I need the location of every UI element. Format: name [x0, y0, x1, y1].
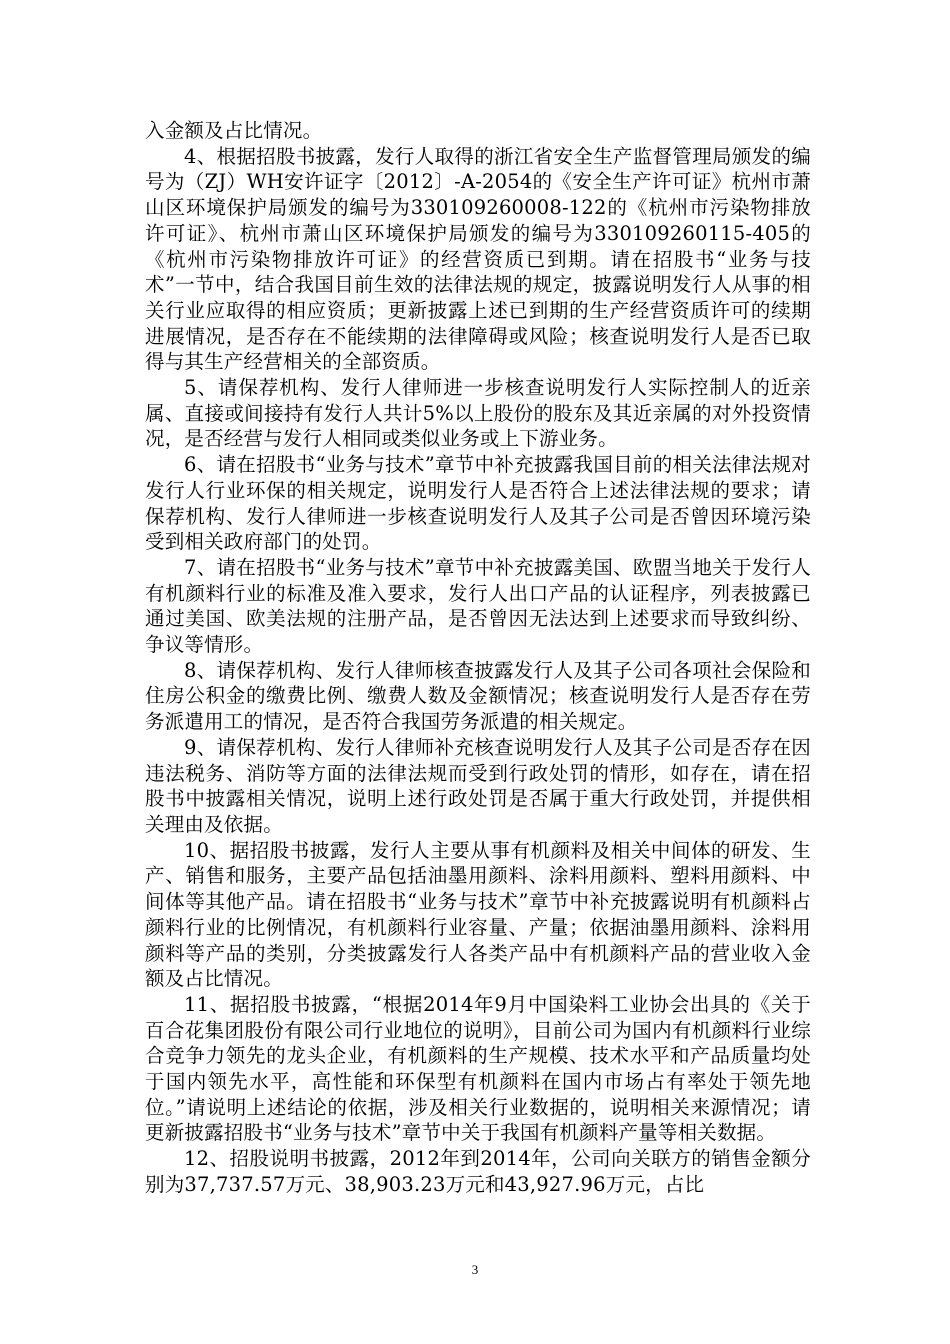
paragraph-item-7: 7、请在招股书“业务与技术”章节中补充披露美国、欧盟当地关于发行人有机颜料行业的标准及准入要求，发行人出口产品的认证程序，列表披露已通过美国、欧美法规的注册产品，是否曾因无法达到上述要求而导致纠纷、争议等情形。	[145, 555, 811, 657]
paragraph-item-10: 10、据招股书披露，发行人主要从事有机颜料及相关中间体的研发、生产、销售和服务，主要产品包括油墨用颜料、涂料用颜料、塑料用颜料、中间体等其他产品。请在招股书“业务与技术”章节中补充披露说明有机颜料占颜料行业的比例情况，有机颜料行业容量、产量；依据油墨用颜料、涂料用颜料等产品的类别，分类披露发行人各类产品中有机颜料产品的营业收入金额及占比情况。	[145, 838, 811, 991]
page-number: 3	[471, 1262, 479, 1277]
paragraph-item-6: 6、请在招股书“业务与技术”章节中补充披露我国目前的相关法律法规对发行人行业环保的相关规定，说明发行人是否符合上述法律法规的要求；请保荐机构、发行人律师进一步核查说明发行人及其子公司是否曾因环境污染受到相关政府部门的处罚。	[145, 453, 811, 554]
paragraph-item-5: 5、请保荐机构、发行人律师进一步核查说明发行人实际控制人的近亲属、直接或间接持有发行人共计5%以上股份的股东及其近亲属的对外投资情况，是否经营与发行人相同或类似业务或上下游业务。	[145, 376, 811, 451]
paragraph-item-9: 9、请保荐机构、发行人律师补充核查说明发行人及其子公司是否存在因违法税务、消防等方面的法律法规而受到行政处罚的情形，如存在，请在招股书中披露相关情况，说明上述行政处罚是否属于重大行政处罚，并提供相关理由及依据。	[145, 735, 811, 836]
paragraph-item-11: 11、据招股书披露，“根据2014年9月中国染料工业协会出具的《关于百合花集团股份有限公司行业地位的说明》，目前公司为国内有机颜料行业综合竞争力领先的龙头企业，有机颜料的生产规模、技术水平和产品质量均处于国内领先水平，高性能和环保型有机颜料在国内市场占有率处于领先地位。”请说明上述结论的依据，涉及相关行业数据的，说明相关来源情况；请更新披露招股书“业务与技术”章节中关于我国有机颜料产量等相关数据。	[145, 992, 811, 1145]
paragraph-item-4: 4、根据招股书披露，发行人取得的浙江省安全生产监督管理局颁发的编号为（ZJ）WH安许证字〔2012〕-A-2054的《安全生产许可证》杭州市萧山区环境保护局颁发的编号为330109260008-122的《杭州市污染物排放许可证》、杭州市萧山区环境保护局颁发的编号为330109260115-405的《杭州市污染物排放许可证》的经营资质已到期。请在招股书“业务与技术”一节中，结合我国目前生效的法律法规的规定，披露说明发行人从事的相关行业应取得的相应资质；更新披露上述已到期的生产经营资质许可的续期进展情况，是否存在不能续期的法律障碍或风险；核查说明发行人是否已取得与其生产经营相关的全部资质。	[145, 144, 811, 374]
document-body	[145, 118, 811, 1198]
paragraph-item-12: 12、招股说明书披露，2012年到2014年，公司向关联方的销售金额分别为37,737.57万元、38,903.23万元和43,927.96万元，占比	[145, 1147, 811, 1196]
paragraph-continuation: 入金额及占比情况。	[145, 119, 323, 142]
paragraph-item-8: 8、请保荐机构、发行人律师核查披露发行人及其子公司各项社会保险和住房公积金的缴费比例、缴费人数及金额情况；核查说明发行人是否存在劳务派遣用工的情况，是否符合我国劳务派遣的相关规定。	[145, 658, 811, 734]
